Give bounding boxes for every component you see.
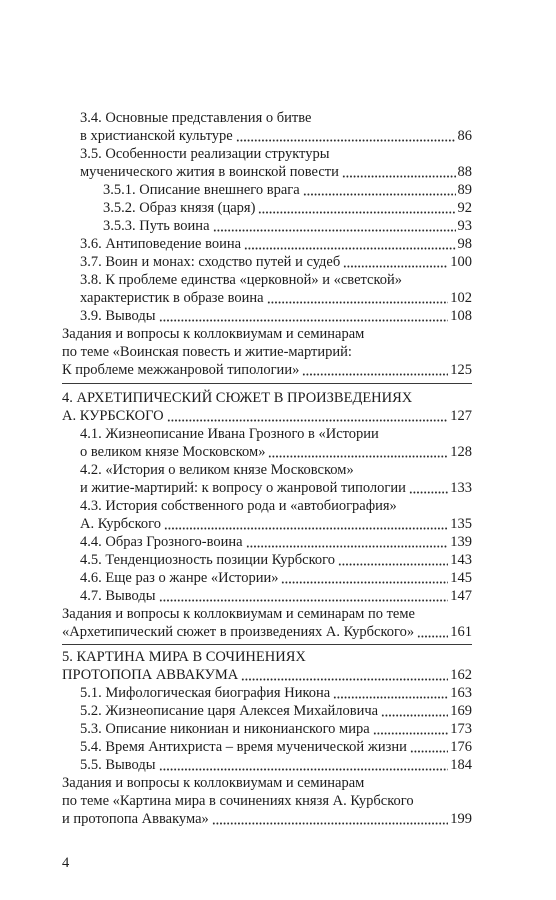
dot-leader [212, 810, 449, 828]
toc-entry [62, 235, 472, 253]
entry-title: по теме «Воинская повесть и житие-мартирий: [62, 344, 352, 360]
entry-title: 5.2. Жизнеописание царя Алексея Михайловича [80, 703, 379, 719]
toc-entry [62, 289, 472, 307]
entry-title: 4. АРХЕТИПИЧЕСКИЙ СЮЖЕТ В ПРОИЗВЕДЕНИЯХ [62, 390, 413, 406]
entry-title: К проблеме межжанровой типологии» [62, 362, 300, 378]
dot-leader [373, 720, 449, 738]
toc-entry [62, 497, 472, 515]
entry-title: 4.5. Тенденциозность позиции Курбского [80, 552, 336, 568]
entry-title: 3.7. Воин и монах: сходство путей и судеб [80, 254, 341, 270]
entry-page-number: 88 [457, 164, 472, 180]
dot-leader [333, 684, 448, 702]
toc-chapter-4 [62, 389, 472, 641]
toc-chapter-3 [62, 109, 472, 379]
entry-page-number: 135 [450, 516, 472, 532]
toc-entry [62, 720, 472, 738]
dot-leader [159, 307, 449, 325]
entry-title: 3.4. Основные представления о битве [80, 110, 312, 126]
toc-entry [62, 217, 472, 235]
entry-page-number: 100 [450, 254, 472, 270]
entry-page-number: 93 [457, 218, 472, 234]
entry-title: 3.8. К проблеме единства «церковной» и «светской» [80, 272, 403, 288]
entry-title: 5.4. Время Антихриста – время мученической жизни [80, 739, 407, 755]
entry-title: 3.5.2. Образ князя (царя) [103, 200, 256, 216]
entry-page-number: 98 [457, 236, 472, 252]
entry-title: 5. КАРТИНА МИРА В СОЧИНЕНИЯХ [62, 649, 306, 665]
toc-entry [62, 199, 472, 217]
entry-title: 4.7. Выводы [80, 588, 156, 604]
entry-title: 3.6. Антиповедение воина [80, 236, 242, 252]
entry-page-number: 128 [450, 444, 472, 460]
dot-leader [258, 199, 455, 217]
entry-title: 4.4. Образ Грозного-воина [80, 534, 243, 550]
toc-entry [62, 479, 472, 497]
toc-entry [62, 163, 472, 181]
entry-title: и протопопа Аввакума» [62, 811, 209, 827]
dot-leader [409, 479, 448, 497]
toc-entry [62, 127, 472, 145]
entry-page-number: 133 [450, 480, 472, 496]
entry-page-number: 169 [450, 703, 472, 719]
toc-entry [62, 551, 472, 569]
dot-leader [381, 702, 448, 720]
entry-title: ПРОТОПОПА АВВАКУМА [62, 667, 239, 683]
entry-page-number: 163 [450, 685, 472, 701]
toc-entry [62, 569, 472, 587]
chapter-heading [62, 407, 472, 425]
toc-entry [62, 587, 472, 605]
section-divider [62, 644, 472, 645]
dot-leader [343, 253, 448, 271]
entry-page-number: 139 [450, 534, 472, 550]
toc-entry [62, 361, 472, 379]
toc-entry [62, 443, 472, 461]
toc-entry [62, 343, 472, 361]
entry-page-number: 184 [450, 757, 472, 773]
dot-leader [417, 623, 448, 641]
toc-entry [62, 461, 472, 479]
entry-title: 5.5. Выводы [80, 757, 156, 773]
entry-title: в христианской культуре [80, 128, 233, 144]
entry-title: 4.1. Жизнеописание Ивана Грозного в «Истории [80, 426, 379, 442]
entry-title: 4.6. Еще раз о жанре «Истории» [80, 570, 279, 586]
entry-title: 3.5.3. Путь воина [103, 218, 210, 234]
entry-title: 5.1. Мифологическая биография Никона [80, 685, 331, 701]
dot-leader [410, 738, 448, 756]
entry-page-number: 102 [450, 290, 472, 306]
entry-page-number: 176 [450, 739, 472, 755]
entry-page-number: 127 [450, 408, 472, 424]
toc-entry [62, 684, 472, 702]
toc-entry [62, 792, 472, 810]
entry-page-number: 145 [450, 570, 472, 586]
toc-entry [62, 181, 472, 199]
entry-title: 3.5.1. Описание внешнего врага [103, 182, 300, 198]
toc-entry [62, 515, 472, 533]
entry-title: мученического жития в воинской повести [80, 164, 339, 180]
entry-title: 3.9. Выводы [80, 308, 156, 324]
dot-leader [159, 756, 449, 774]
entry-page-number: 162 [450, 667, 472, 683]
dot-leader [268, 443, 448, 461]
entry-page-number: 173 [450, 721, 472, 737]
toc-entry [62, 738, 472, 756]
chapter-heading [62, 666, 472, 684]
entry-title: Задания и вопросы к коллоквиумам и семинарам по теме [62, 606, 415, 622]
entry-title: 3.5. Особенности реализации структуры [80, 146, 330, 162]
entry-page-number: 147 [450, 588, 472, 604]
entry-title: «Архетипический сюжет в произведениях А. Курбского» [62, 624, 415, 640]
toc-entry [62, 307, 472, 325]
dot-leader [303, 181, 456, 199]
dot-leader [167, 407, 449, 425]
section-divider [62, 383, 472, 384]
dot-leader [281, 569, 448, 587]
entry-page-number: 92 [457, 200, 472, 216]
toc-entry [62, 109, 472, 127]
toc-entry [62, 623, 472, 641]
entry-title: 5.3. Описание никониан и никонианского мира [80, 721, 370, 737]
toc-entry [62, 605, 472, 623]
entry-title: А. Курбского [80, 516, 162, 532]
dot-leader [267, 289, 449, 307]
toc-entry [62, 756, 472, 774]
entry-title: А. КУРБСКОГО [62, 408, 164, 424]
entry-page-number: 199 [450, 811, 472, 827]
dot-leader [236, 127, 456, 145]
dot-leader [244, 235, 455, 253]
toc-entry [62, 425, 472, 443]
toc-entry [62, 533, 472, 551]
entry-title: Задания и вопросы к коллоквиумам и семинарам [62, 326, 365, 342]
entry-page-number: 108 [450, 308, 472, 324]
entry-title: Задания и вопросы к коллоквиумам и семинарам [62, 775, 365, 791]
dot-leader [241, 666, 448, 684]
entry-page-number: 86 [457, 128, 472, 144]
chapter-heading [62, 389, 472, 407]
entry-title: 4.2. «История о великом князе Московском» [80, 462, 354, 478]
dot-leader [246, 533, 449, 551]
dot-leader [164, 515, 448, 533]
dot-leader [302, 361, 448, 379]
toc-entry [62, 145, 472, 163]
toc-entry [62, 253, 472, 271]
toc-entry [62, 325, 472, 343]
chapter-heading [62, 648, 472, 666]
toc-entry [62, 810, 472, 828]
entry-title: 4.3. История собственного рода и «автобиография» [80, 498, 397, 514]
entry-title: о великом князе Московском» [80, 444, 266, 460]
dot-leader [159, 587, 449, 605]
entry-page-number: 143 [450, 552, 472, 568]
dot-leader [213, 217, 456, 235]
entry-title: характеристик в образе воина [80, 290, 264, 306]
entry-page-number: 89 [457, 182, 472, 198]
toc-chapter-5 [62, 648, 472, 828]
page-number: 4 [62, 855, 70, 871]
entry-title: по теме «Картина мира в сочинениях князя А. Курбского [62, 793, 414, 809]
dot-leader [342, 163, 456, 181]
entry-title: и житие-мартирий: к вопросу о жанровой типологии [80, 480, 406, 496]
toc-entry [62, 702, 472, 720]
entry-page-number: 125 [450, 362, 472, 378]
entry-page-number: 161 [450, 624, 472, 640]
toc-entry [62, 271, 472, 289]
toc-entry [62, 774, 472, 792]
dot-leader [338, 551, 448, 569]
